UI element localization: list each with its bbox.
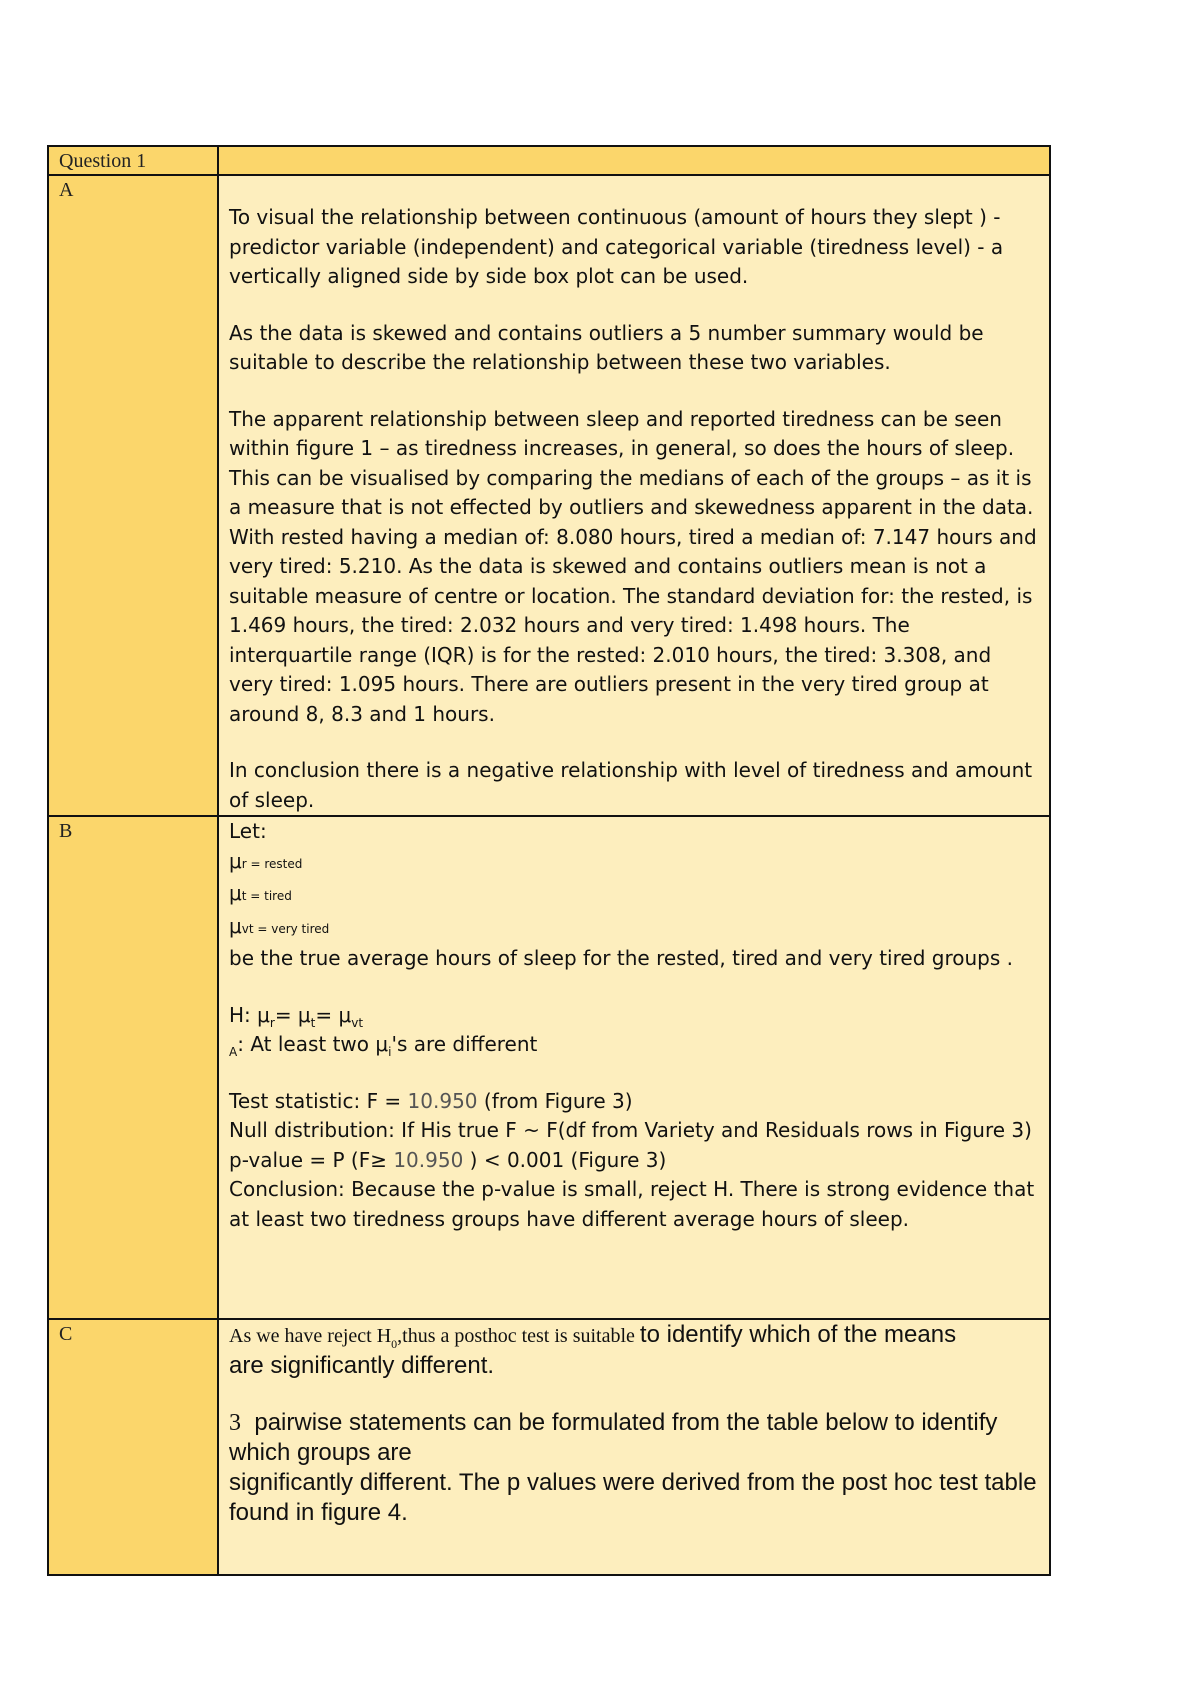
row-c [48,1319,1050,1575]
row-c-label: C [48,1319,218,1575]
table-header-row [48,146,1050,175]
null-hypothesis: H: $\mu_r= \mu_t= \mu_{vt}$ [229,1002,364,1030]
row-a-content [218,175,1050,816]
row-b [48,816,1050,1319]
mu-very-tired: μvt = very tired [229,913,330,938]
row-a [48,175,1050,816]
let-label: Let: [229,819,267,843]
question-table [47,145,1051,1576]
row-b-label: B [48,816,218,1319]
row-c-line-2: are significantly different. [229,1352,495,1379]
row-a-paragraph-4: In conclusion there is a negative relationship with level of tiredness and amount of sleep. [229,758,1033,812]
row-a-paragraph-1: To visual the relationship between continuous (amount of hours they slept ) - predictor variable (independent) and categorical variable (tiredness level) - a vertically aligned side by side box plot can be used. [229,205,1004,288]
header-blank-cell [218,146,1050,175]
row-c-line-4: significantly different. The p values were derived from the post hoc test table found in figure 4. [229,1469,1037,1526]
row-c-content [218,1319,1050,1575]
test-statistic: Test statistic: F = 10.950 (from Figure 3) [229,1088,633,1113]
question-title: Question 1 [48,146,218,175]
row-a-paragraph-3: The apparent relationship between sleep and reported tiredness can be seen within figure 1 – as tiredness increases, in general, so does the hours of sleep. This can be visualised by comparing the medians of each of the groups – as it is a measure that is not effected by outliers and skewedness apparent in the data. With rested having a median of: 8.080 hours, tired a median of: 7.147 hours and very tired: 5.210. As the data is skewed and contains outliers mean is not a suitable measure of centre or location. The standard deviation for: the rested, is 1.469 hours, the tired: 2.032 hours and very tired: 1.498 hours. The interquartile range (IQR) is for the rested: 2.010 hours, the tired: 3.308, and very tired: 1.095 hours. There are outliers present in the very tired group at around 8, 8.3 and 1 hours. [229,406,1037,726]
alt-hypothesis: $_A$: At least two $\mu_i's$ are different [229,1032,538,1059]
row-c-line-3: 3 pairwise statements can be formulated from the table below to identify which groups are [229,1409,998,1466]
row-b-content [218,816,1050,1319]
p-value: p-value = P (F≥ 10.950 ) < 0.001 (Figure 3) [229,1147,667,1172]
mu-definition: be the true average hours of sleep for the rested, tired and very tired groups . [229,946,1013,970]
row-c-line-1: As we have reject $H_0,thus$ a posthoc test is suitable to identify which of the means [229,1321,957,1351]
mu-tired: μt = tired [229,881,292,905]
conclusion: Conclusion: Because the p-value is small, reject H. There is strong evidence that at least two tiredness groups have different average hours of sleep. [229,1177,1035,1231]
mu-rested: μr = rested [229,848,303,873]
row-a-paragraph-2: As the data is skewed and contains outliers a 5 number summary would be suitable to describe the relationship between these two variables. [229,320,984,374]
row-a-label: A [48,175,218,816]
null-distribution: Null distribution: If His true F ~ F(df from Variety and Residuals rows in Figure 3) [229,1118,1032,1142]
